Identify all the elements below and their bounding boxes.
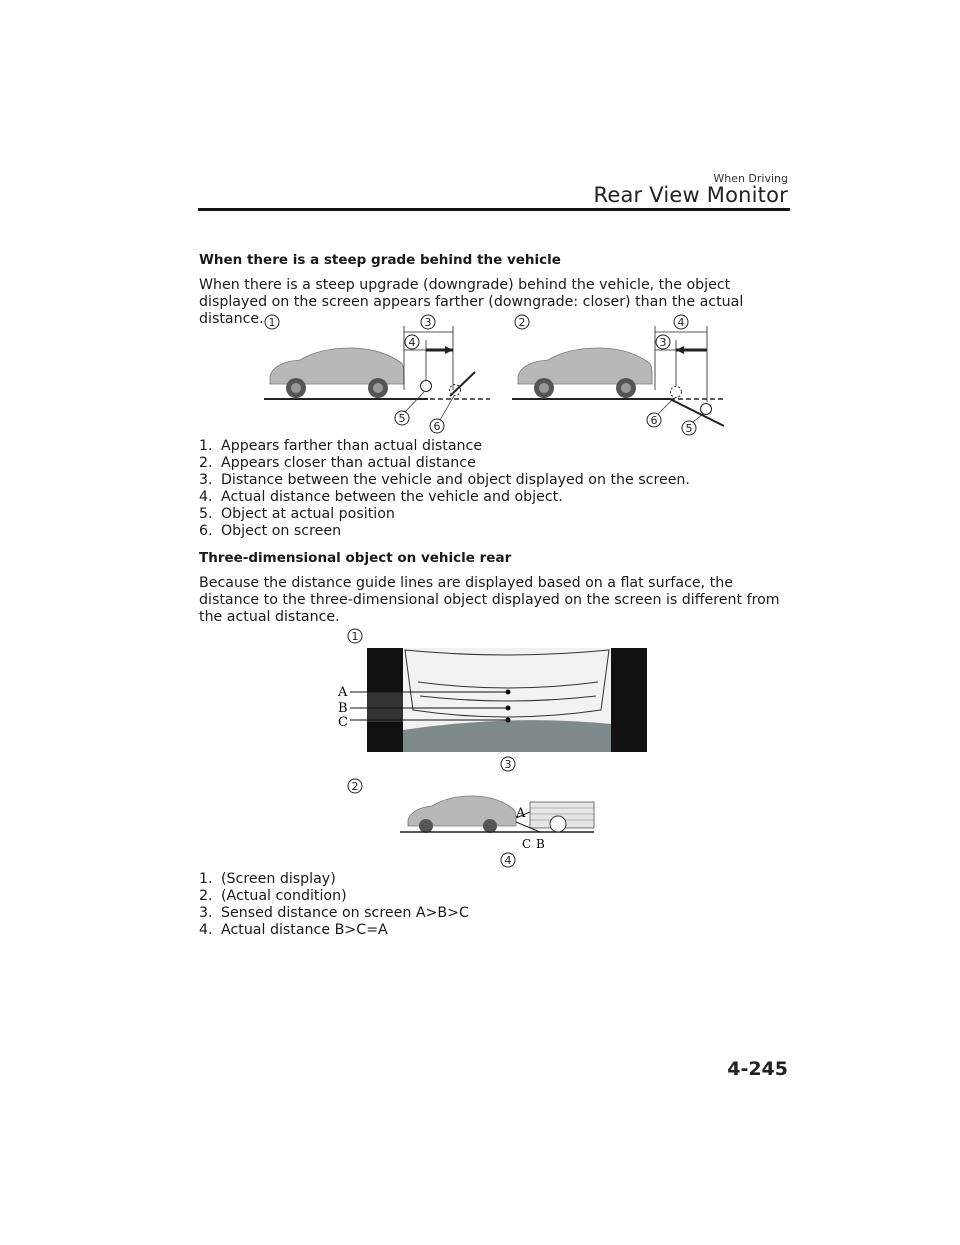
grade-diagram [250,310,740,440]
svg-text:B: B [338,701,348,716]
svg-text:B: B [536,837,545,851]
upgrade-diagram [264,315,490,433]
svg-text:A: A [516,806,526,821]
svg-text:C: C [338,715,348,730]
list-item: 2. (Actual condition) [199,888,347,904]
section1-list [199,438,690,540]
section1-paragraph: When there is a steep upgrade (downgrade) behind the vehicle, the object displayed on the screen appears farther (downgrade: closer) than the actual distance. [199,277,744,327]
svg-text:6: 6 [650,414,658,427]
list-item: 2. Appears closer than actual distance [199,455,476,471]
list-item: 3. Sensed distance on screen A>B>C [199,905,469,921]
svg-text:3: 3 [659,336,667,349]
svg-text:1: 1 [268,316,276,329]
svg-text:A: A [338,685,348,700]
header-section: When Driving [713,172,788,185]
list-item: 4. Actual distance B>C=A [199,922,388,938]
svg-text:5: 5 [685,422,693,435]
svg-text:4: 4 [504,854,512,867]
svg-text:C: C [522,837,532,851]
svg-text:6: 6 [433,420,441,433]
list-item: 1. (Screen display) [199,871,336,887]
list-item: 1. Appears farther than actual distance [199,438,483,454]
svg-text:2: 2 [518,316,526,329]
section2-heading: Three-dimensional object on vehicle rear [199,550,512,566]
svg-text:4: 4 [408,336,416,349]
three-d-object-diagram [330,622,660,872]
section1-heading: When there is a steep grade behind the vehicle [199,252,561,268]
list-item: 6. Object on screen [199,523,342,539]
list-item: 4. Actual distance between the vehicle and object. [199,489,563,505]
svg-text:3: 3 [424,316,432,329]
svg-text:4: 4 [677,316,685,329]
downgrade-diagram [512,315,724,435]
header-rule [198,208,790,211]
svg-text:5: 5 [398,412,406,425]
svg-text:2: 2 [351,780,359,793]
page-number: 4-245 [727,1058,788,1080]
section2-paragraph: Because the distance guide lines are displayed based on a flat surface, the distance to the three-dimensional object displayed on the screen is different from the actual distance. [199,575,780,625]
svg-text:1: 1 [351,630,359,643]
section2-list [199,871,469,939]
list-item: 3. Distance between the vehicle and object displayed on the screen. [199,472,690,488]
page-title: Rear View Monitor [593,183,788,207]
svg-text:3: 3 [504,758,512,771]
list-item: 5. Object at actual position [199,506,395,522]
